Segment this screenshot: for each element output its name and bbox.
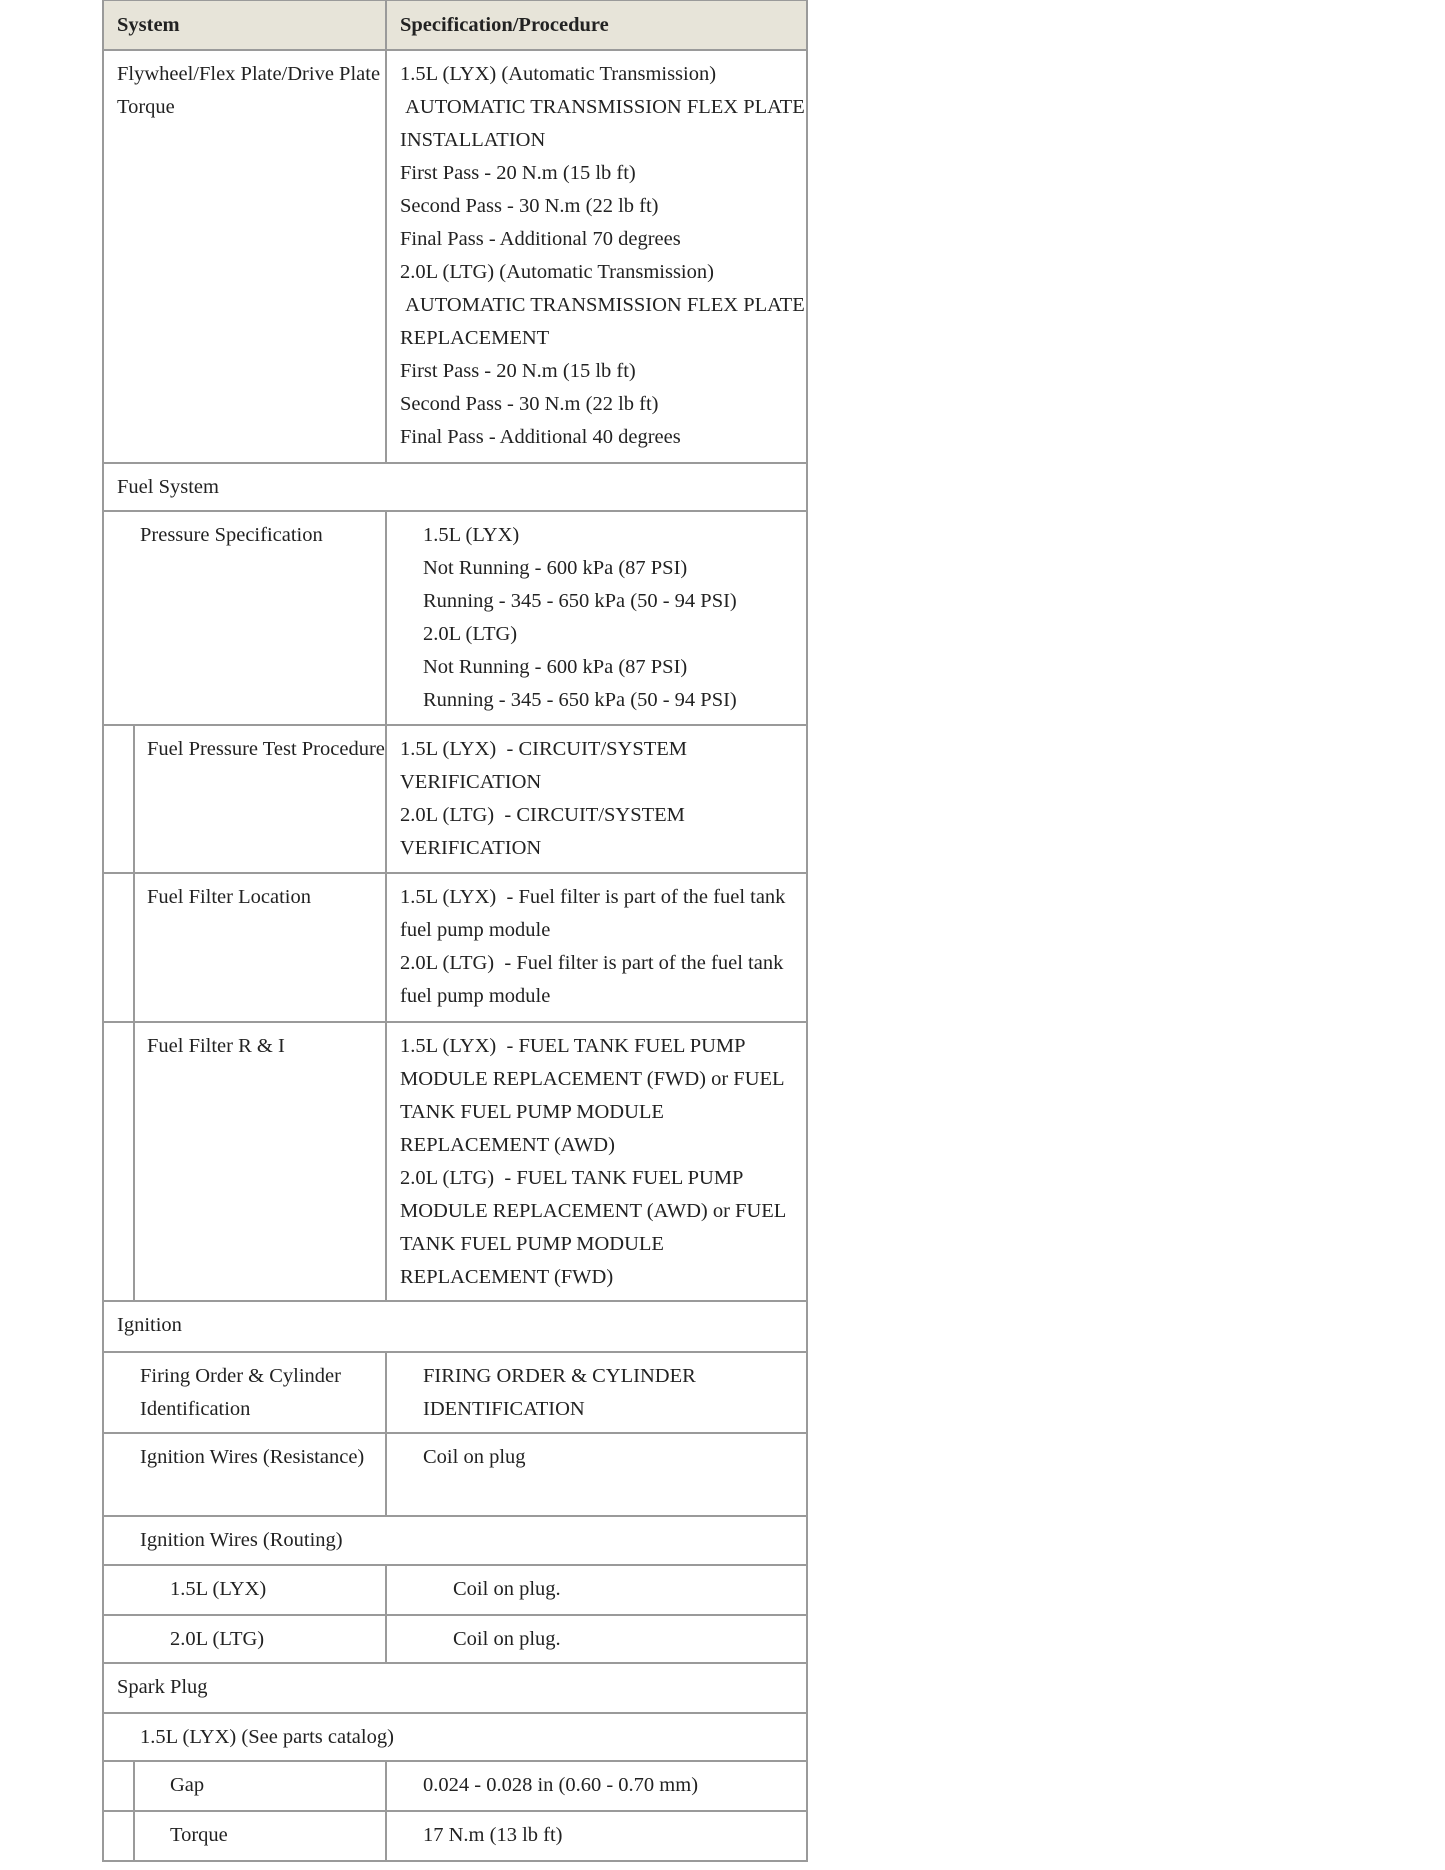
- spec-line: 1.5L (LYX): [423, 524, 520, 546]
- spec-line: Not Running - 600 kPa (87 PSI): [423, 557, 688, 579]
- routing-lyx-value: Coil on plug.: [453, 1578, 561, 1600]
- spec-line: 1.5L (LYX) - FUEL TANK FUEL PUMP MODULE REPLACEMENT (FWD) or FUEL TANK FUEL PUMP MODULE REPLACEMENT (AWD): [400, 1035, 789, 1156]
- spec-line: Second Pass - 30 N.m (22 lb ft): [400, 393, 659, 415]
- section-row-fuel-system: [104, 464, 806, 512]
- spec-line: 1.5L (LYX) (Automatic Transmission): [400, 63, 717, 85]
- pressure-spec-label: Pressure Specification: [104, 512, 387, 724]
- spark-torque-value: 17 N.m (13 lb ft): [423, 1824, 563, 1846]
- spec-line: 2.0L (LTG) - Fuel filter is part of the fuel tank fuel pump module: [400, 952, 789, 1007]
- table-row-firing-order: [104, 1353, 806, 1434]
- subsection-title: 1.5L (LYX) (See parts catalog): [140, 1726, 394, 1748]
- routing-ltg-value: Coil on plug.: [453, 1628, 561, 1650]
- section-title: Spark Plug: [117, 1676, 208, 1698]
- spec-line: Not Running - 600 kPa (87 PSI): [423, 656, 688, 678]
- routing-lyx-label: 1.5L (LYX): [104, 1566, 387, 1614]
- spec-line: 2.0L (LTG) - FUEL TANK FUEL PUMP MODULE REPLACEMENT (AWD) or FUEL TANK FUEL PUMP MODULE REPLACEMENT (FWD): [400, 1167, 791, 1288]
- table-row-ignition-wires-resistance: [104, 1434, 806, 1517]
- section-title: Fuel System: [117, 476, 219, 498]
- table-row-fuel-filter-ri: [104, 1023, 806, 1302]
- subsection-title: Ignition Wires (Routing): [140, 1529, 343, 1551]
- spec-line: First Pass - 20 N.m (15 lb ft): [400, 162, 636, 184]
- table-header-row: [104, 1, 806, 51]
- section-row-spark-plug: [104, 1664, 806, 1714]
- spec-line: 1.5L (LYX) - Fuel filter is part of the fuel tank fuel pump module: [400, 886, 791, 941]
- subsection-row-ignition-wires-routing: [104, 1517, 806, 1566]
- pressure-spec-value: [387, 512, 806, 724]
- spec-line: 2.0L (LTG) - CIRCUIT/SYSTEM VERIFICATION: [400, 804, 690, 859]
- fuel-filter-ri-label: Fuel Filter R & I: [104, 1023, 387, 1300]
- spec-line: AUTOMATIC TRANSMISSION FLEX PLATE INSTALLATION: [400, 96, 810, 151]
- fuel-filter-location-value: [387, 874, 806, 1021]
- table-row-spark-gap: [104, 1762, 806, 1812]
- ignition-wires-resistance-value: Coil on plug: [423, 1446, 526, 1468]
- table-row-spark-torque: [104, 1812, 806, 1860]
- spec-line: Final Pass - Additional 40 degrees: [400, 426, 681, 448]
- header-system: System: [104, 1, 387, 49]
- section-title: Ignition: [117, 1314, 182, 1336]
- table-row-fuel-filter-location: [104, 874, 806, 1023]
- table-row-flywheel: [104, 51, 810, 464]
- routing-ltg-label: 2.0L (LTG): [104, 1616, 387, 1662]
- header-specification: Specification/Procedure: [400, 14, 609, 36]
- spark-gap-value: 0.024 - 0.028 in (0.60 - 0.70 mm): [423, 1774, 699, 1796]
- firing-order-label: Firing Order & Cylinder Identification: [104, 1353, 387, 1432]
- firing-order-value: FIRING ORDER & CYLINDER IDENTIFICATION: [423, 1365, 696, 1420]
- spec-table: [102, 0, 808, 1862]
- subsection-row-spark-plug-lyx: [104, 1714, 806, 1762]
- spec-line: 2.0L (LTG): [423, 623, 518, 645]
- spec-line: 2.0L (LTG) (Automatic Transmission): [400, 261, 714, 283]
- spark-gap-label: Gap: [104, 1762, 387, 1810]
- spec-line: AUTOMATIC TRANSMISSION FLEX PLATE REPLACEMENT: [400, 294, 810, 349]
- section-row-ignition: [104, 1302, 806, 1353]
- fuel-pressure-test-label: Fuel Pressure Test Procedure: [104, 726, 387, 872]
- spec-line: Final Pass - Additional 70 degrees: [400, 228, 681, 250]
- table-row-routing-ltg: [104, 1616, 806, 1664]
- fuel-filter-location-label: Fuel Filter Location: [104, 874, 387, 1021]
- spec-line: First Pass - 20 N.m (15 lb ft): [400, 360, 636, 382]
- spark-torque-label: Torque: [104, 1812, 387, 1860]
- table-row-fuel-pressure-test: [104, 726, 806, 874]
- flywheel-spec: [387, 51, 810, 462]
- flywheel-label: Flywheel/Flex Plate/Drive Plate Torque: [104, 51, 387, 462]
- fuel-pressure-test-value: [387, 726, 806, 872]
- spec-line: Second Pass - 30 N.m (22 lb ft): [400, 195, 659, 217]
- spec-line: 1.5L (LYX) - CIRCUIT/SYSTEM VERIFICATION: [400, 738, 692, 793]
- table-row-pressure-spec: [104, 512, 806, 726]
- spec-line: Running - 345 - 650 kPa (50 - 94 PSI): [423, 689, 737, 711]
- fuel-filter-ri-value: [387, 1023, 806, 1300]
- spec-line: Running - 345 - 650 kPa (50 - 94 PSI): [423, 590, 737, 612]
- table-row-routing-lyx: [104, 1566, 806, 1616]
- ignition-wires-resistance-label: Ignition Wires (Resistance): [104, 1434, 387, 1515]
